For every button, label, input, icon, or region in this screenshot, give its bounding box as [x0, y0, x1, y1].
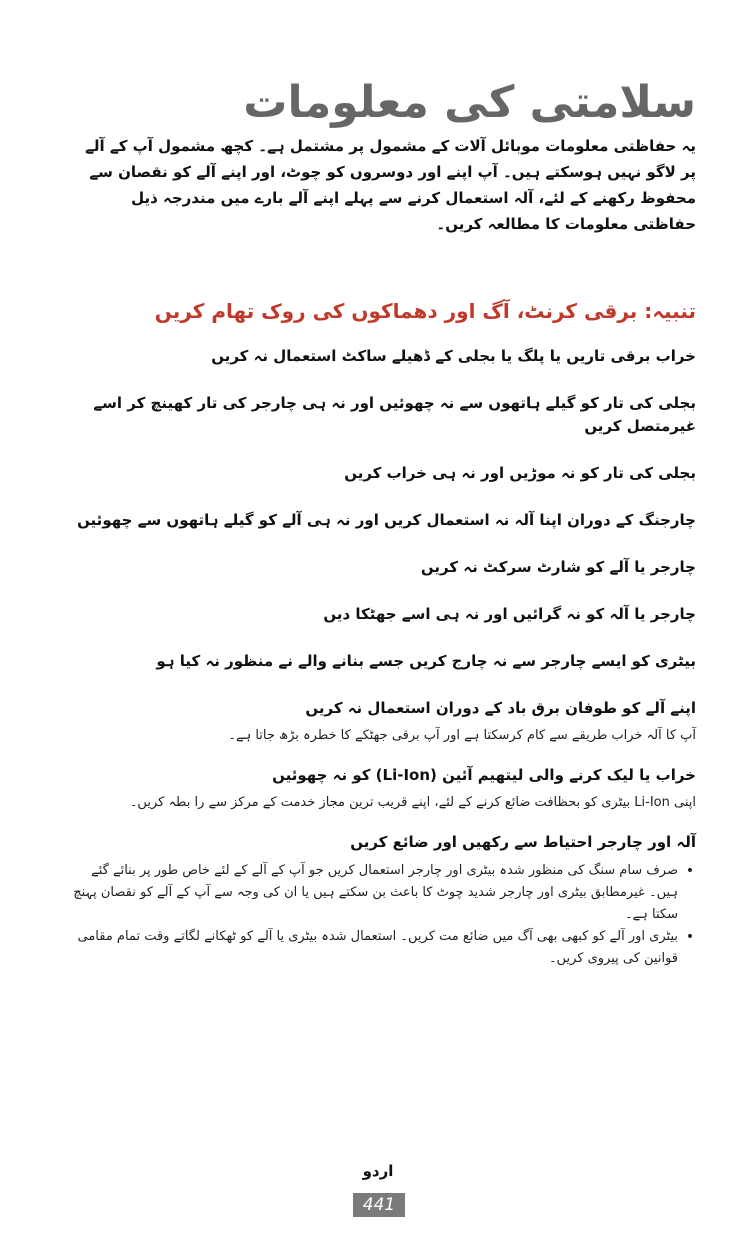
dispose-bullet-list: [66, 860, 696, 970]
intro-paragraph: یہ حفاظتی معلومات موبائل آلات کے مشمول پر مشتمل ہے۔ کچھ مشمول آپ کے آلے پر لاگو نہیں ہوسکتے ہیں۔ آپ اپنے اور دوسروں کو چوٹ، اور اپنے آلے کو نقصان سے محفوظ رکھنے کے لئے، آلہ استعمال کرنے سے پہلے اپنے آلے بارے میں مندرجہ ذیل حفاظتی معلومات کا مطالعہ کریں۔: [85, 137, 696, 233]
rule-leaking-battery-detail: اپنی Li-Ion بیٹری کو بحظافت ضائع کرنے کے لئے، اپنے قریب ترین مجاز خدمت کے مرکز سے را بطہ کریں۔: [129, 795, 696, 810]
rule-handle-dispose: آلہ اور چارجر احتیاط سے رکھیں اور ضائع کریں: [350, 833, 696, 851]
warning-heading: تنبیہ: برقی کرنٹ، آگ اور دھماکوں کی روک تھام کریں: [154, 299, 696, 323]
rule-leaking-battery: خراب یا لیک کرنے والی لیتھیم آئین (Li-Ion) کو نہ چھوئیں: [272, 766, 696, 784]
list-item: [66, 860, 696, 926]
page-title: سلامتی کی معلومات: [243, 77, 696, 129]
footer-language: اردو: [362, 1162, 394, 1180]
rule-use-while-charging: چارجنگ کے دوران اپنا آلہ نہ استعمال کریں اور نہ ہی آلے کو گیلے ہاتھوں سے چھوئیں: [77, 511, 696, 529]
bullet-text: بیٹری اور آلے کو کبھی بھی آگ میں ضائع مت کریں۔ استعمال شدہ بیٹری یا آلے کو ٹھکانے لگاتے وقت تمام مقامی قوانین کی پیروی کریں۔: [77, 929, 678, 966]
rule-unapproved-charger: بیٹری کو ایسے چارجر سے نہ چارج کریں جسے بنانے والے نے منظور نہ کیا ہو: [156, 652, 696, 670]
rule-damaged-cords: خراب برقی تاریں یا پلگ یا بجلی کے ڈھیلے ساکٹ استعمال نہ کریں: [211, 347, 696, 365]
rule-drop-device: چارجر یا آلہ کو نہ گرائیں اور نہ ہی اسے جھٹکا دیں: [323, 605, 696, 623]
rule-thunderstorm: اپنے آلے کو طوفان برق باد کے دوران استعمال نہ کریں: [305, 699, 696, 717]
rule-wet-hands-cord: بجلی کی تار کو گیلے ہاتھوں سے نہ چھوئیں اور نہ ہی چارجر کی تار کھینچ کر اسے غیرمتصل کریں: [93, 394, 696, 435]
page-number-badge: 441: [353, 1193, 405, 1217]
rule-thunderstorm-detail: آپ کا آلہ خراب طریقے سے کام کرسکتا ہے اور آپ برقی جھٹکے کا خطرہ بڑھ جاتا ہے۔: [228, 728, 696, 743]
list-item: [66, 926, 696, 970]
rule-short-circuit: چارجر یا آلے کو شارٹ سرکٹ نہ کریں: [420, 558, 696, 576]
rule-bend-cord: بجلی کی تار کو نہ موڑیں اور نہ ہی خراب کریں: [344, 464, 696, 482]
safety-rules: [66, 345, 696, 970]
bullet-icon: •: [685, 863, 695, 879]
bullet-icon: •: [685, 929, 695, 945]
bullet-text: صرف سام سنگ کی منظور شدہ بیٹری اور چارجر استعمال کریں جو آپ کے آلے کے لئے خاص طور پر بنائے گئے ہیں۔ غیرمطابق بیٹری اور چارجر شدید چوٹ کا باعث بن سکتے ہیں یا ان کی وجہ سے آپ کے آلے کو نقصان پہنچ سکتا ہے۔: [73, 863, 678, 922]
